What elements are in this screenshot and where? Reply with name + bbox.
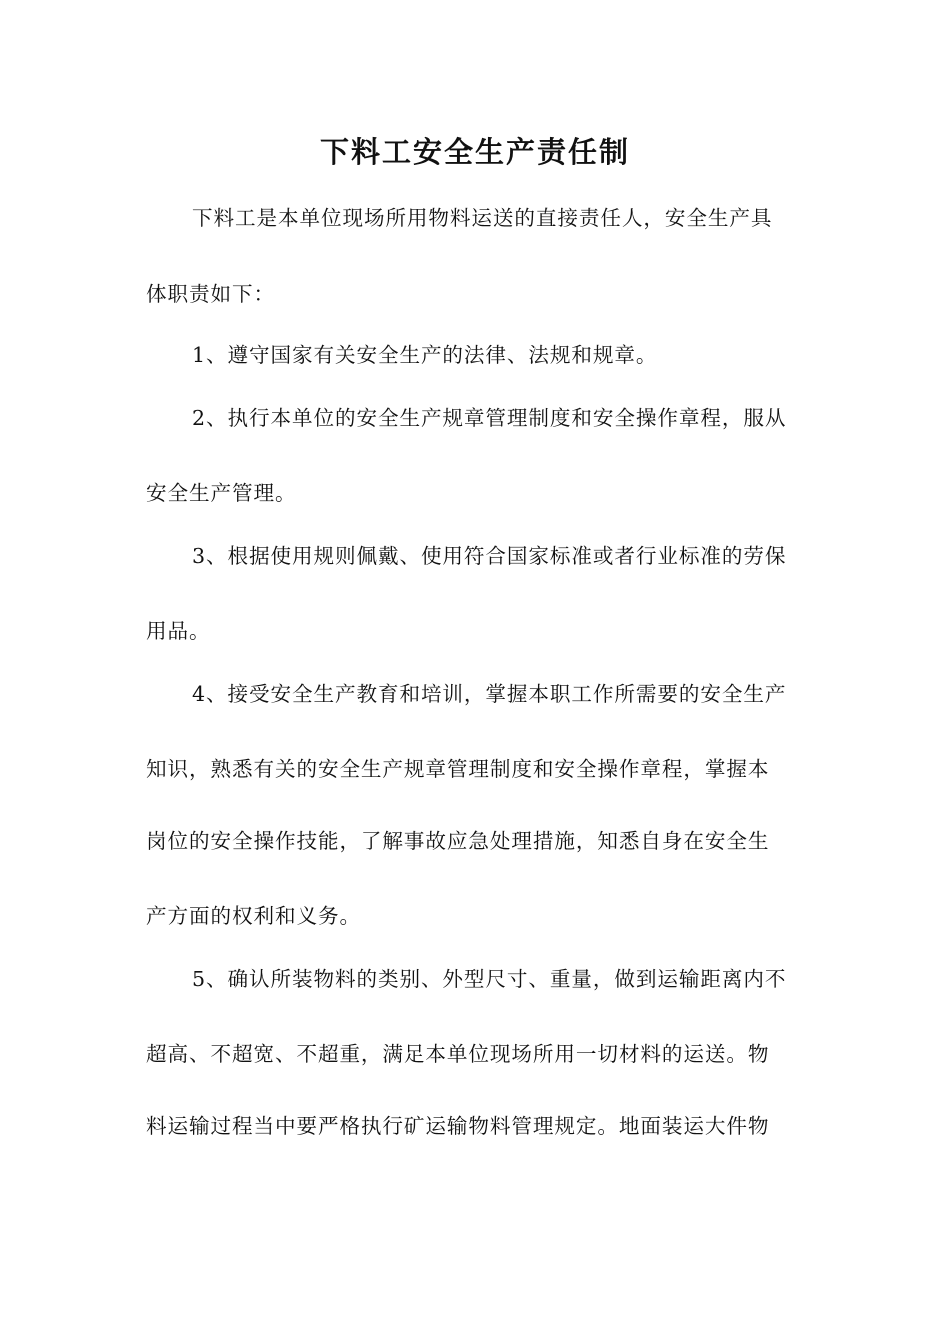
document-title: 下料工安全生产责任制 bbox=[319, 135, 630, 169]
item-2-line-2: 安全生产管理。 bbox=[146, 481, 297, 505]
item-5-line-2: 超高、不超宽、不超重，满足本单位现场所用一切材料的运送。物 bbox=[146, 1042, 770, 1066]
paragraph-intro-line-1: 下料工是本单位现场所用物料运送的直接责任人，安全生产具 bbox=[192, 206, 773, 230]
item-5-line-1: 5、确认所装物料的类别、外型尺寸、重量，做到运输距离内不 bbox=[192, 967, 787, 991]
item-3-line-2: 用品。 bbox=[146, 619, 211, 643]
item-4-line-3: 岗位的安全操作技能，了解事故应急处理措施，知悉自身在安全生 bbox=[146, 829, 770, 853]
item-3-line-1: 3、根据使用规则佩戴、使用符合国家标准或者行业标准的劳保 bbox=[192, 544, 787, 568]
item-1-line-1: 1、遵守国家有关安全生产的法律、法规和规章。 bbox=[192, 343, 658, 367]
paragraph-intro-line-2: 体职责如下： bbox=[146, 282, 275, 306]
item-4-line-4: 产方面的权利和义务。 bbox=[146, 904, 361, 928]
item-2-line-1: 2、执行本单位的安全生产规章管理制度和安全操作章程，服从 bbox=[192, 406, 787, 430]
item-5-line-3: 料运输过程当中要严格执行矿运输物料管理规定。地面装运大件物 bbox=[146, 1114, 770, 1138]
item-4-line-1: 4、接受安全生产教育和培训，掌握本职工作所需要的安全生产 bbox=[192, 682, 787, 706]
item-4-line-2: 知识，熟悉有关的安全生产规章管理制度和安全操作章程，掌握本 bbox=[146, 757, 770, 781]
